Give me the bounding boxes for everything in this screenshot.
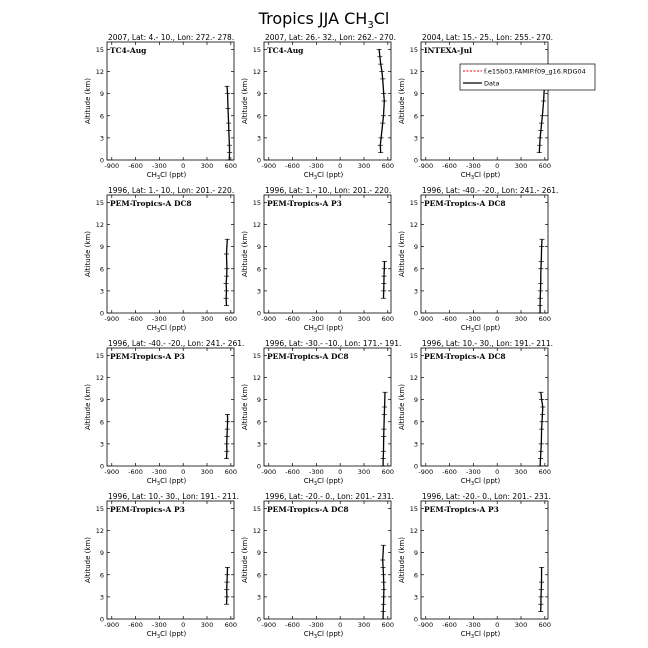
y-tick-label: 9 xyxy=(256,396,261,405)
x-tick-label: 300 xyxy=(200,468,214,476)
campaign-label: TC4-Aug xyxy=(110,46,147,55)
x-tick-label: -600 xyxy=(442,468,457,476)
x-tick-label: -600 xyxy=(285,315,300,323)
y-axis-label: Altitude (km) xyxy=(84,537,92,583)
panel-8 xyxy=(241,339,401,487)
y-axis-label: Altitude (km) xyxy=(84,384,92,430)
x-axis-label: $CH_3Cl$ (ppt) xyxy=(303,171,344,181)
panel-6 xyxy=(398,186,558,334)
y-tick-label: 0 xyxy=(256,462,261,471)
x-tick-label: -900 xyxy=(104,621,120,629)
y-axis-label: Altitude (km) xyxy=(241,537,249,583)
y-tick-label: 12 xyxy=(252,374,261,382)
y-tick-label: 3 xyxy=(99,440,104,449)
x-tick-label: 0 xyxy=(181,162,186,170)
y-tick-label: 3 xyxy=(256,287,261,296)
data-profile-line xyxy=(384,261,385,298)
y-tick-label: 12 xyxy=(409,527,418,535)
y-tick-label: 9 xyxy=(413,243,418,252)
y-tick-label: 12 xyxy=(409,221,418,229)
plot-frame xyxy=(107,501,234,619)
data-profile-line xyxy=(540,239,542,313)
x-tick-label: 600 xyxy=(538,315,552,323)
data-profile-line xyxy=(227,567,228,604)
x-tick-label: 0 xyxy=(338,315,343,323)
y-tick-label: 6 xyxy=(256,571,261,580)
y-tick-label: 12 xyxy=(95,527,104,535)
y-tick-label: 9 xyxy=(413,549,418,558)
panel-title: 2007, Lat: 4.- 10., Lon: 272.- 278. xyxy=(108,33,235,42)
y-tick-label: 6 xyxy=(413,265,418,274)
x-tick-label: -900 xyxy=(261,621,277,629)
y-tick-label: 3 xyxy=(413,134,418,143)
x-tick-label: -600 xyxy=(285,621,300,629)
x-tick-label: 600 xyxy=(538,621,552,629)
panel-title: 1996, Lat: -40.- -20., Lon: 241.- 261. xyxy=(108,339,245,348)
x-tick-label: 0 xyxy=(181,315,186,323)
x-tick-label: -300 xyxy=(466,621,481,629)
panel-12 xyxy=(398,492,551,640)
y-tick-label: 12 xyxy=(409,68,418,76)
y-axis-label: Altitude (km) xyxy=(241,231,249,277)
panel-5 xyxy=(241,186,394,334)
panel-title: 1996, Lat: 10.- 30., Lon: 191.- 211. xyxy=(108,492,239,501)
x-tick-label: -600 xyxy=(285,162,300,170)
x-tick-label: 300 xyxy=(200,162,214,170)
y-axis-label: Altitude (km) xyxy=(398,231,406,277)
plot-frame xyxy=(421,42,548,160)
campaign-label: PEM-Tropics-A P3 xyxy=(424,505,499,514)
x-tick-label: 300 xyxy=(514,162,528,170)
x-tick-label: 600 xyxy=(381,621,395,629)
x-tick-label: -600 xyxy=(128,315,143,323)
plot-frame xyxy=(107,42,234,160)
y-tick-label: 15 xyxy=(252,504,261,513)
y-tick-label: 12 xyxy=(409,374,418,382)
x-tick-label: 600 xyxy=(381,162,395,170)
y-tick-label: 9 xyxy=(413,396,418,405)
x-tick-label: 600 xyxy=(381,315,395,323)
x-tick-label: 0 xyxy=(495,621,500,629)
campaign-label: PEM-Tropics-A DC8 xyxy=(424,352,506,361)
x-axis-label: $CH_3Cl$ (ppt) xyxy=(303,324,344,334)
panel-3 xyxy=(398,33,595,181)
x-tick-label: -600 xyxy=(128,162,143,170)
x-tick-label: -900 xyxy=(104,315,120,323)
x-tick-label: 600 xyxy=(538,468,552,476)
x-tick-label: -900 xyxy=(418,162,434,170)
y-tick-label: 9 xyxy=(99,243,104,252)
y-tick-label: 12 xyxy=(95,374,104,382)
x-tick-label: -300 xyxy=(309,621,324,629)
x-tick-label: -900 xyxy=(104,162,120,170)
y-tick-label: 12 xyxy=(252,68,261,76)
plot-frame xyxy=(264,348,391,466)
x-tick-label: 600 xyxy=(224,468,238,476)
panel-9 xyxy=(398,339,553,487)
x-tick-label: -600 xyxy=(442,315,457,323)
plot-frame xyxy=(264,42,391,160)
y-tick-label: 0 xyxy=(99,156,104,165)
legend-model-label: f.e15b03.FAMIP.f09_g16.RDG04 xyxy=(484,67,586,76)
plot-frame xyxy=(421,348,548,466)
x-tick-label: -600 xyxy=(128,621,143,629)
y-tick-label: 9 xyxy=(99,549,104,558)
data-profile-line xyxy=(226,239,227,305)
panel-title: 1996, Lat: -40.- -20., Lon: 241.- 261. xyxy=(422,186,559,195)
campaign-label: PEM-Tropics-A DC8 xyxy=(267,505,349,514)
y-tick-label: 9 xyxy=(256,549,261,558)
x-tick-label: -600 xyxy=(285,468,300,476)
x-tick-label: 0 xyxy=(338,468,343,476)
x-tick-label: 300 xyxy=(357,621,371,629)
x-tick-label: -300 xyxy=(152,468,167,476)
panel-title: 1996, Lat: 1.- 10., Lon: 201.- 220. xyxy=(265,186,392,195)
y-axis-label: Altitude (km) xyxy=(241,384,249,430)
x-tick-label: -300 xyxy=(309,468,324,476)
y-tick-label: 3 xyxy=(256,134,261,143)
y-tick-label: 15 xyxy=(95,351,104,360)
y-tick-label: 0 xyxy=(99,309,104,318)
panel-title: 1996, Lat: -30.- -10., Lon: 171.- 191. xyxy=(265,339,402,348)
y-tick-label: 3 xyxy=(99,593,104,602)
x-tick-label: -300 xyxy=(466,162,481,170)
y-tick-label: 6 xyxy=(413,112,418,121)
panel-11 xyxy=(241,492,394,640)
y-tick-label: 12 xyxy=(95,221,104,229)
x-tick-label: -900 xyxy=(418,315,434,323)
y-tick-label: 12 xyxy=(95,68,104,76)
x-tick-label: 300 xyxy=(200,315,214,323)
plot-frame xyxy=(421,195,548,313)
y-tick-label: 3 xyxy=(99,134,104,143)
panel-title: 1996, Lat: -20.- 0., Lon: 201.- 231. xyxy=(265,492,394,501)
y-tick-label: 0 xyxy=(256,309,261,318)
x-tick-label: -300 xyxy=(466,468,481,476)
y-tick-label: 3 xyxy=(413,440,418,449)
y-tick-label: 0 xyxy=(413,615,418,624)
x-tick-label: -600 xyxy=(442,621,457,629)
x-tick-label: 600 xyxy=(538,162,552,170)
y-tick-label: 6 xyxy=(413,571,418,580)
y-tick-label: 15 xyxy=(409,45,418,54)
y-tick-label: 15 xyxy=(95,198,104,207)
y-tick-label: 15 xyxy=(95,504,104,513)
x-tick-label: 0 xyxy=(495,315,500,323)
y-axis-label: Altitude (km) xyxy=(84,231,92,277)
x-tick-label: -900 xyxy=(261,315,277,323)
y-tick-label: 3 xyxy=(413,287,418,296)
y-tick-label: 15 xyxy=(252,351,261,360)
y-tick-label: 15 xyxy=(252,198,261,207)
x-tick-label: 300 xyxy=(514,468,528,476)
y-tick-label: 3 xyxy=(99,287,104,296)
x-tick-label: 300 xyxy=(357,315,371,323)
x-tick-label: -300 xyxy=(152,162,167,170)
x-tick-label: 0 xyxy=(181,621,186,629)
y-tick-label: 3 xyxy=(256,440,261,449)
x-tick-label: 600 xyxy=(224,315,238,323)
y-tick-label: 15 xyxy=(252,45,261,54)
x-tick-label: 0 xyxy=(338,162,343,170)
x-tick-label: 300 xyxy=(357,468,371,476)
y-tick-label: 6 xyxy=(99,112,104,121)
y-tick-label: 15 xyxy=(409,504,418,513)
y-tick-label: 6 xyxy=(256,112,261,121)
y-tick-label: 0 xyxy=(99,462,104,471)
campaign-label: PEM-Tropics-A P3 xyxy=(110,505,185,514)
x-tick-label: 600 xyxy=(381,468,395,476)
campaign-label: PEM-Tropics-A DC8 xyxy=(424,199,506,208)
campaign-label: PEM-Tropics-A P3 xyxy=(110,352,185,361)
x-tick-label: 600 xyxy=(224,162,238,170)
y-tick-label: 9 xyxy=(256,243,261,252)
x-tick-label: -600 xyxy=(128,468,143,476)
panel-title: 2004, Lat: 15.- 25., Lon: 255.- 270. xyxy=(422,33,553,42)
x-tick-label: 300 xyxy=(514,315,528,323)
y-tick-label: 6 xyxy=(413,418,418,427)
x-tick-label: 0 xyxy=(495,468,500,476)
x-tick-label: -300 xyxy=(152,315,167,323)
x-tick-label: -300 xyxy=(309,315,324,323)
panel-7 xyxy=(84,339,244,487)
plot-frame xyxy=(264,501,391,619)
y-tick-label: 0 xyxy=(413,309,418,318)
plot-frame xyxy=(107,195,234,313)
x-tick-label: 0 xyxy=(181,468,186,476)
y-tick-label: 3 xyxy=(256,593,261,602)
y-tick-label: 6 xyxy=(99,418,104,427)
x-tick-label: -900 xyxy=(418,468,434,476)
panel-2 xyxy=(241,33,396,181)
x-tick-label: 0 xyxy=(338,621,343,629)
x-tick-label: 300 xyxy=(357,162,371,170)
campaign-label: PEM-Tropics-A P3 xyxy=(267,199,342,208)
y-tick-label: 0 xyxy=(413,156,418,165)
x-axis-label: $CH_3Cl$ (ppt) xyxy=(146,477,187,487)
y-tick-label: 9 xyxy=(99,396,104,405)
y-tick-label: 0 xyxy=(256,156,261,165)
campaign-label: TC4-Aug xyxy=(267,46,304,55)
x-tick-label: -300 xyxy=(152,621,167,629)
y-tick-label: 12 xyxy=(252,221,261,229)
panel-title: 2007, Lat: 26.- 32., Lon: 262.- 270. xyxy=(265,33,396,42)
y-tick-label: 9 xyxy=(99,90,104,99)
x-axis-label: $CH_3Cl$ (ppt) xyxy=(460,630,501,640)
y-tick-label: 15 xyxy=(409,351,418,360)
panel-title: 1996, Lat: -20.- 0., Lon: 201.- 231. xyxy=(422,492,551,501)
x-tick-label: -300 xyxy=(309,162,324,170)
campaign-label: PEM-Tropics-A DC8 xyxy=(267,352,349,361)
plot-frame xyxy=(107,348,234,466)
panel-10 xyxy=(84,492,239,640)
y-tick-label: 6 xyxy=(256,418,261,427)
y-tick-label: 0 xyxy=(413,462,418,471)
panel-1 xyxy=(84,33,237,181)
y-axis-label: Altitude (km) xyxy=(84,78,92,124)
y-tick-label: 9 xyxy=(256,90,261,99)
x-axis-label: $CH_3Cl$ (ppt) xyxy=(146,324,187,334)
panel-title: 1996, Lat: 10.- 30., Lon: 191.- 211. xyxy=(422,339,553,348)
x-tick-label: -900 xyxy=(104,468,120,476)
x-tick-label: -900 xyxy=(261,162,277,170)
y-axis-label: Altitude (km) xyxy=(398,537,406,583)
y-tick-label: 6 xyxy=(256,265,261,274)
y-axis-label: Altitude (km) xyxy=(398,78,406,124)
y-tick-label: 15 xyxy=(409,198,418,207)
x-axis-label: $CH_3Cl$ (ppt) xyxy=(460,171,501,181)
y-tick-label: 12 xyxy=(252,527,261,535)
x-tick-label: 600 xyxy=(224,621,238,629)
y-tick-label: 9 xyxy=(413,90,418,99)
campaign-label: INTEXA-Jul xyxy=(424,46,472,55)
x-tick-label: 300 xyxy=(200,621,214,629)
y-tick-label: 0 xyxy=(99,615,104,624)
x-tick-label: -900 xyxy=(418,621,434,629)
panel-grid xyxy=(84,33,595,640)
plot-frame xyxy=(264,195,391,313)
x-axis-label: $CH_3Cl$ (ppt) xyxy=(460,477,501,487)
x-tick-label: 0 xyxy=(495,162,500,170)
y-axis-label: Altitude (km) xyxy=(398,384,406,430)
y-tick-label: 6 xyxy=(99,265,104,274)
campaign-label: PEM-Tropics-A DC8 xyxy=(110,199,192,208)
y-axis-label: Altitude (km) xyxy=(241,78,249,124)
x-axis-label: $CH_3Cl$ (ppt) xyxy=(303,477,344,487)
y-tick-label: 15 xyxy=(95,45,104,54)
figure-title: Tropics JJA $CH_3Cl$ xyxy=(258,9,390,31)
panel-title: 1996, Lat: 1.- 10., Lon: 201.- 220. xyxy=(108,186,235,195)
x-axis-label: $CH_3Cl$ (ppt) xyxy=(460,324,501,334)
y-tick-label: 3 xyxy=(413,593,418,602)
x-axis-label: $CH_3Cl$ (ppt) xyxy=(303,630,344,640)
y-tick-label: 6 xyxy=(99,571,104,580)
x-axis-label: $CH_3Cl$ (ppt) xyxy=(146,171,187,181)
x-tick-label: -600 xyxy=(442,162,457,170)
x-tick-label: -300 xyxy=(466,315,481,323)
plot-frame xyxy=(421,501,548,619)
x-tick-label: 300 xyxy=(514,621,528,629)
panel-4 xyxy=(84,186,237,334)
x-tick-label: -900 xyxy=(261,468,277,476)
x-axis-label: $CH_3Cl$ (ppt) xyxy=(146,630,187,640)
y-tick-label: 0 xyxy=(256,615,261,624)
legend-data-label: Data xyxy=(484,79,500,88)
